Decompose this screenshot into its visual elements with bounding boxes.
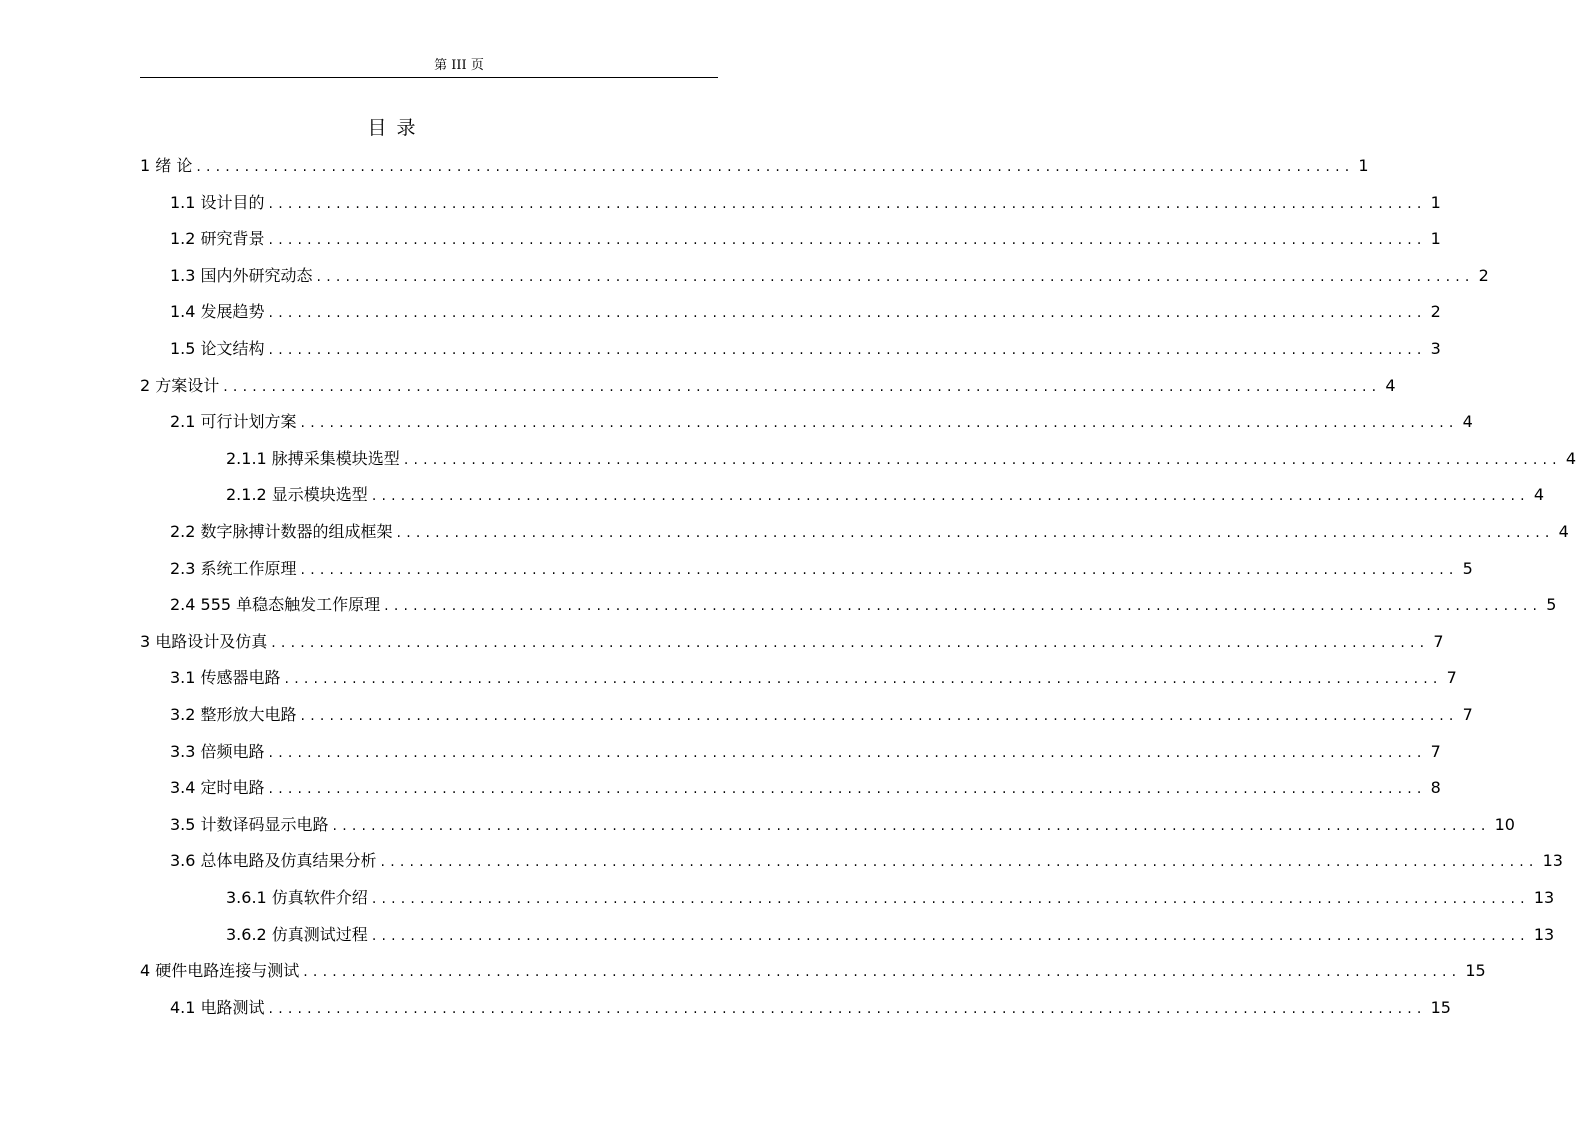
toc-dot-leader: ........................................................................................................................ <box>223 379 1382 395</box>
page-header <box>140 56 718 78</box>
toc-entry[interactable] <box>170 740 1441 764</box>
toc-dot-leader: ........................................................................................................................ <box>268 1001 1427 1017</box>
toc-dot-leader: ........................................................................................................................ <box>268 745 1427 761</box>
toc-dot-leader: ........................................................................................................................ <box>268 305 1427 321</box>
toc-dot-leader: ........................................................................................................................ <box>316 269 1475 285</box>
toc-entry-label: 3.3 倍频电路 <box>170 742 265 761</box>
toc-entry-label: 3.2 整形放大电路 <box>170 705 297 724</box>
toc-entry[interactable] <box>140 374 1396 398</box>
toc-entry-label: 3 电路设计及仿真 <box>140 632 268 651</box>
toc-dot-leader: ........................................................................................................................ <box>268 781 1427 797</box>
toc-entry-label: 3.6 总体电路及仿真结果分析 <box>170 851 377 870</box>
toc-entry[interactable] <box>170 593 1557 617</box>
toc-dot-leader: ........................................................................................................................ <box>303 964 1462 980</box>
toc-dot-leader: ........................................................................................................................ <box>332 818 1491 834</box>
toc-entry[interactable] <box>170 703 1473 727</box>
toc-entry-page: 4 <box>1385 376 1396 395</box>
toc-entry-label: 2.4 555 单稳态触发工作原理 <box>170 595 381 614</box>
toc-dot-leader: ........................................................................................................................ <box>268 342 1427 358</box>
toc-entry-label: 2.2 数字脉搏计数器的组成框架 <box>170 522 393 541</box>
toc-dot-leader: ........................................................................................................................ <box>300 708 1459 724</box>
toc-entry[interactable] <box>170 227 1441 251</box>
toc-entry[interactable] <box>226 886 1555 910</box>
page-number-label: 第 III 页 <box>434 58 484 73</box>
toc-dot-leader: ........................................................................................................................ <box>268 232 1427 248</box>
toc-entry-page: 2 <box>1478 266 1489 285</box>
toc-entry[interactable] <box>170 996 1451 1020</box>
toc-entry-label: 1 绪 论 <box>140 156 193 175</box>
toc-entry-label: 2 方案设计 <box>140 376 220 395</box>
toc-entry[interactable] <box>140 959 1486 983</box>
toc-entry-page: 13 <box>1533 925 1555 944</box>
toc-dot-leader: ........................................................................................................................ <box>371 928 1530 944</box>
toc-entry-label: 1.3 国内外研究动态 <box>170 266 313 285</box>
toc-entry-page: 10 <box>1494 815 1515 834</box>
toc-entry-label: 1.4 发展趋势 <box>170 302 265 321</box>
toc-entry-label: 2.1 可行计划方案 <box>170 412 297 431</box>
toc-entry-label: 4.1 电路测试 <box>170 998 265 1017</box>
toc-entry-page: 5 <box>1546 595 1557 614</box>
toc-entry-page: 13 <box>1533 888 1555 907</box>
toc-dot-leader: ........................................................................................................................ <box>384 598 1543 614</box>
toc-entry[interactable] <box>170 191 1441 215</box>
toc-title: 目录 <box>367 117 426 139</box>
toc-entry-page: 4 <box>1533 485 1545 504</box>
toc-entry-page: 4 <box>1565 449 1576 468</box>
toc-entry-page: 7 <box>1462 705 1473 724</box>
toc-dot-leader: ........................................................................................................................ <box>196 159 1355 175</box>
toc-entry-label: 1.5 论文结构 <box>170 339 265 358</box>
toc-entry[interactable] <box>170 410 1473 434</box>
toc-entry-label: 1.1 设计目的 <box>170 193 265 212</box>
toc-dot-leader: ........................................................................................................................ <box>371 891 1530 907</box>
toc-entry-page: 13 <box>1542 851 1563 870</box>
toc-entry-page: 3 <box>1430 339 1441 358</box>
toc-dot-leader: ........................................................................................................................ <box>271 635 1430 651</box>
toc-dot-leader: ........................................................................................................................ <box>371 488 1530 504</box>
toc-entry-label: 3.4 定时电路 <box>170 778 265 797</box>
toc-entry-page: 7 <box>1430 742 1441 761</box>
toc-entry[interactable] <box>170 813 1515 837</box>
toc-entry-page: 5 <box>1462 559 1473 578</box>
toc-entry-page: 1 <box>1358 156 1369 175</box>
toc-entry-label: 3.5 计数译码显示电路 <box>170 815 329 834</box>
toc-entry-page: 4 <box>1462 412 1473 431</box>
toc-entry-label: 4 硬件电路连接与测试 <box>140 961 300 980</box>
toc-entry[interactable] <box>170 300 1441 324</box>
toc-dot-leader: ........................................................................................................................ <box>284 671 1443 687</box>
toc-entry-page: 15 <box>1430 998 1451 1017</box>
toc-entry-label: 1.2 研究背景 <box>170 229 265 248</box>
toc-entry-page: 1 <box>1430 193 1441 212</box>
toc-entry[interactable] <box>226 923 1555 947</box>
toc-entry[interactable] <box>170 557 1473 581</box>
toc-entry[interactable] <box>140 630 1444 654</box>
toc-entry-page: 4 <box>1558 522 1569 541</box>
toc-entry-page: 1 <box>1430 229 1441 248</box>
toc-entry-label: 3.6.2 仿真测试过程 <box>226 925 368 944</box>
toc-entry-label: 2.3 系统工作原理 <box>170 559 297 578</box>
toc-dot-leader: ........................................................................................................................ <box>300 415 1459 431</box>
toc-entry-page: 7 <box>1446 668 1457 687</box>
toc-entry-label: 2.1.1 脉搏采集模块选型 <box>226 449 400 468</box>
toc-entry[interactable] <box>226 483 1545 507</box>
toc-entry-page: 2 <box>1430 302 1441 321</box>
toc-dot-leader: ........................................................................................................................ <box>380 854 1539 870</box>
toc-dot-leader: ........................................................................................................................ <box>396 525 1555 541</box>
toc-entry[interactable] <box>170 520 1569 544</box>
toc-dot-leader: ........................................................................................................................ <box>268 196 1427 212</box>
toc-entry[interactable] <box>170 337 1441 361</box>
toc-entry[interactable] <box>170 666 1457 690</box>
toc-entry-page: 8 <box>1430 778 1441 797</box>
toc-dot-leader: ........................................................................................................................ <box>403 452 1562 468</box>
toc-entry[interactable] <box>226 447 1576 471</box>
toc-dot-leader: ........................................................................................................................ <box>300 562 1459 578</box>
toc-entry-page: 7 <box>1433 632 1444 651</box>
toc-entry[interactable] <box>140 154 1369 178</box>
toc-entry[interactable] <box>170 264 1489 288</box>
toc-entry-label: 3.6.1 仿真软件介绍 <box>226 888 368 907</box>
toc-entry[interactable] <box>170 849 1563 873</box>
toc-entry-label: 3.1 传感器电路 <box>170 668 281 687</box>
toc-entry-page: 15 <box>1465 961 1486 980</box>
toc-entry-label: 2.1.2 显示模块选型 <box>226 485 368 504</box>
toc-entry[interactable] <box>170 776 1441 800</box>
